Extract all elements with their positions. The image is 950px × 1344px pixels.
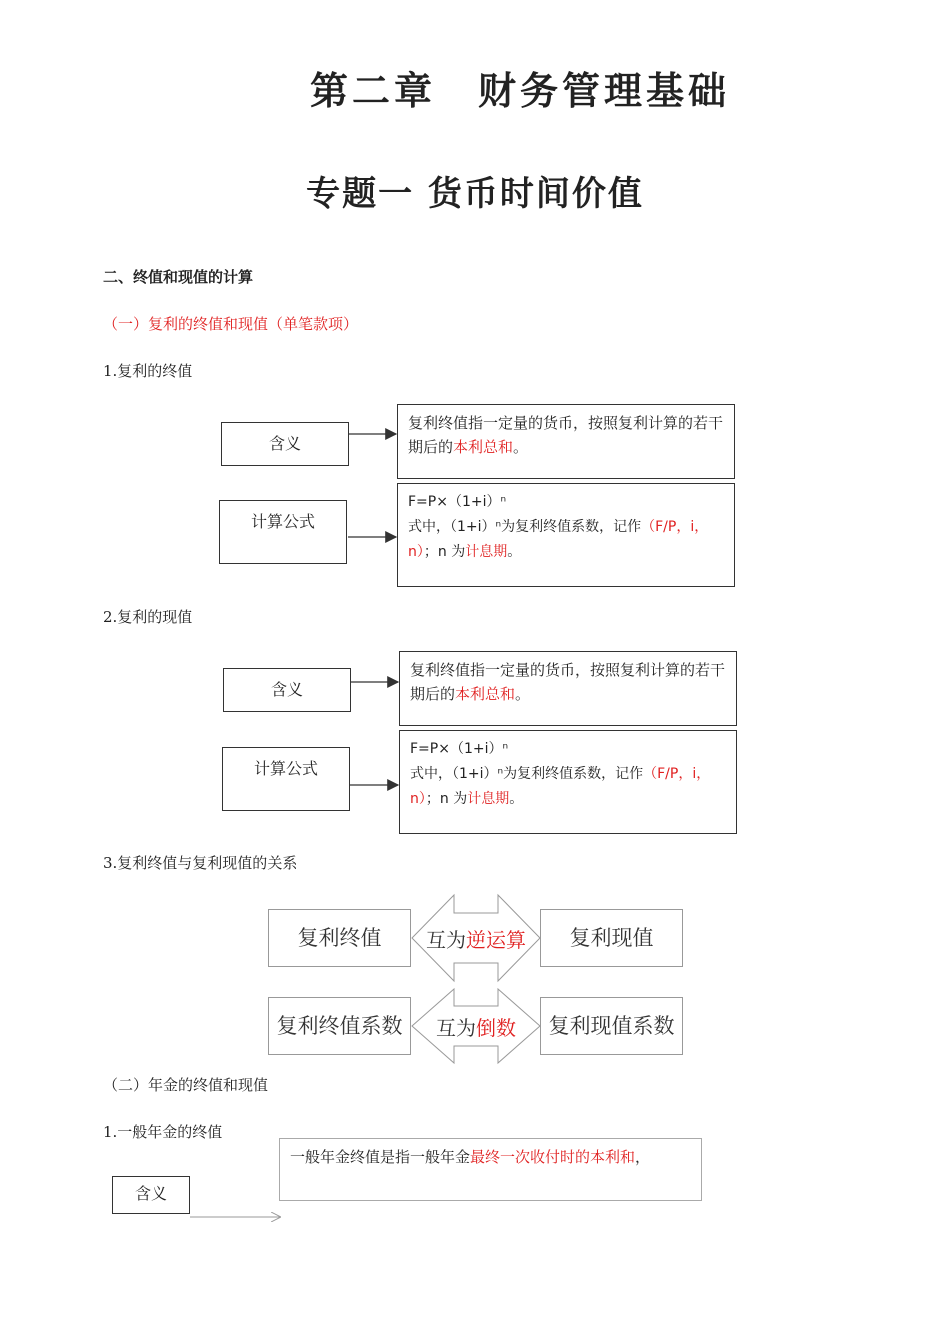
- formula-box: [397, 483, 735, 587]
- annuity-meaning-label-box: 含义: [112, 1176, 190, 1214]
- meaning-text: 复利终值指一定量的货币，按照复利计算的若干期后的: [408, 414, 724, 456]
- formula-line: F=P×（1+i）ⁿ: [408, 494, 507, 510]
- formula-box: [399, 730, 737, 834]
- meaning-label-box: 含义: [221, 422, 349, 466]
- formula-label-box: 计算公式: [219, 500, 347, 564]
- meaning-text-end: 。: [513, 438, 529, 456]
- item-heading-compound-fv: 1.复利的终值: [103, 362, 193, 380]
- formula-line: F=P×（1+i）ⁿ: [410, 741, 509, 757]
- subsection-heading-2: （二）年金的终值和现值: [103, 1076, 269, 1094]
- item-heading-relation: 3.复利终值与复利现值的关系: [103, 854, 298, 872]
- meaning-text-end: 。: [515, 685, 531, 703]
- subsection-heading-1: （一）复利的终值和现值（单笔款项）: [103, 315, 359, 333]
- meaning-highlight: 本利总和: [453, 438, 514, 456]
- inverse-operation-label: 互为逆运算: [426, 928, 526, 952]
- meaning-description-box: [397, 404, 735, 479]
- fv-box: 复利终值: [268, 909, 411, 967]
- annuity-description-box: 一般年金终值是指一般年金最终一次收付时的本利和，: [279, 1138, 702, 1201]
- pv-box: 复利现值: [540, 909, 683, 967]
- meaning-label-box: 含义: [223, 668, 351, 712]
- chapter-title: 第二章 财务管理基础: [309, 68, 730, 113]
- reciprocal-label: 互为倒数: [436, 1016, 516, 1040]
- meaning-description-box: [399, 651, 737, 726]
- item-heading-compound-pv: 2.复利的现值: [103, 608, 193, 626]
- meaning-highlight: 本利总和: [455, 685, 516, 703]
- fv-coefficient-box: 复利终值系数: [268, 997, 411, 1055]
- formula-explanation: 式中，（1+i）ⁿ为复利终值系数，记作（F/P，i，n）；n 为计息期。: [410, 766, 711, 807]
- section-heading: 二、终值和现值的计算: [103, 268, 254, 286]
- formula-explanation: 式中，（1+i）ⁿ为复利终值系数，记作（F/P，i，n）；n 为计息期。: [408, 519, 709, 560]
- topic-title: 专题一 货币时间价值: [306, 174, 644, 214]
- formula-label-box: 计算公式: [222, 747, 350, 811]
- pv-coefficient-box: 复利现值系数: [540, 997, 683, 1055]
- item-heading-annuity-fv: 1.一般年金的终值: [103, 1123, 223, 1141]
- meaning-text: 复利终值指一定量的货币，按照复利计算的若干期后的: [410, 661, 726, 703]
